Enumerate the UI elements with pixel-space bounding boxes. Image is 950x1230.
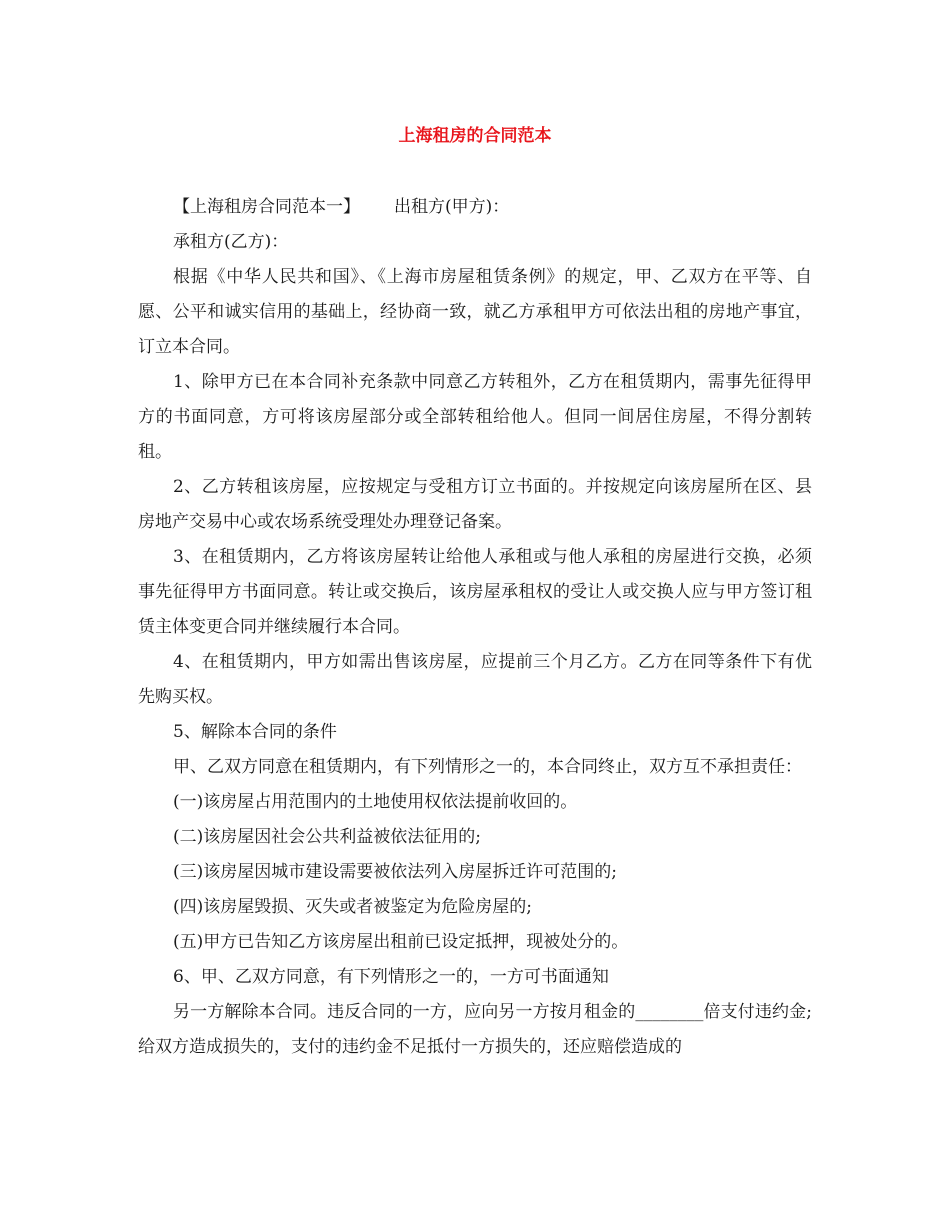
document-title: 上海租房的合同范本	[398, 126, 552, 146]
lessee-label: 承租方(乙方)：	[173, 232, 289, 252]
contract-parties-line	[138, 190, 812, 225]
termination-item-5: (五)甲方已告知乙方该房屋出租前已设定抵押，现被处分的。	[173, 932, 629, 952]
clause-5-intro-paragraph: 甲、乙双方同意在租赁期内，有下列情形之一的，本合同终止，双方互不承担责任：	[173, 757, 802, 777]
clause-6-continuation: 另一方解除本合同。违反合同的一方，应向另一方按月租金的________倍支付违约金;给双方造成损失的，支付的违约金不足抵付一方损失的，还应赔偿造成的	[138, 1002, 812, 1057]
contract-header-label: 【上海租房合同范本一】	[173, 197, 360, 217]
preamble-paragraph: 根据《中华人民共和国》、《上海市房屋租赁条例》的规定，甲、乙双方在平等、自愿、公平和诚实信用的基础上，经协商一致，就乙方承租甲方可依法出租的房地产事宜，订立本合同。	[138, 267, 812, 357]
termination-item-2: (二)该房屋因社会公共利益被依法征用的;	[173, 827, 481, 847]
termination-item-1: (一)该房屋占用范围内的土地使用权依法提前收回的。	[173, 792, 578, 812]
clause-2-paragraph: 2、乙方转租该房屋，应按规定与受租方订立书面的。并按规定向该房屋所在区、县房地产交易中心或农场系统受理处办理登记备案。	[138, 477, 812, 532]
termination-item-4: (四)该房屋毁损、灭失或者被鉴定为危险房屋的;	[173, 897, 532, 917]
termination-item-3: (三)该房屋因城市建设需要被依法列入房屋拆迁许可范围的;	[173, 862, 617, 882]
clause-6-paragraph: 6、甲、乙双方同意，有下列情形之一的，一方可书面通知	[173, 967, 609, 987]
document-body	[138, 190, 812, 1065]
clause-4-paragraph: 4、在租赁期内，甲方如需出售该房屋，应提前三个月乙方。乙方在同等条件下有优先购买权。	[138, 652, 812, 707]
clause-5-heading: 5、解除本合同的条件	[173, 722, 337, 742]
lessor-label: 出租方(甲方)：	[394, 197, 510, 217]
clause-3-paragraph: 3、在租赁期内，乙方将该房屋转让给他人承租或与他人承租的房屋进行交换，必须事先征得甲方书面同意。转让或交换后，该房屋承租权的受让人或交换人应与甲方签订租赁主体变更合同并继续履行本合同。	[138, 547, 812, 637]
clause-1-paragraph: 1、除甲方已在本合同补充条款中同意乙方转租外，乙方在租赁期内，需事先征得甲方的书面同意，方可将该房屋部分或全部转租给他人。但同一间居住房屋，不得分割转租。	[138, 372, 812, 462]
